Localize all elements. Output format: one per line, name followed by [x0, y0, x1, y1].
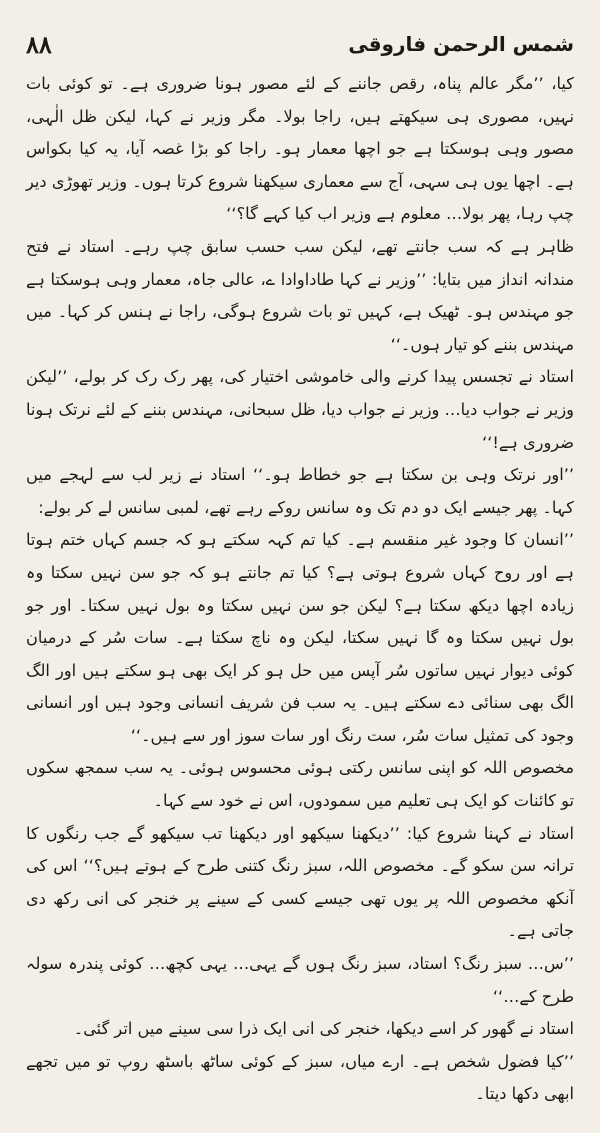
paragraph: استاد نے تجسس پیدا کرنے والی خاموشی اختیار کی، پھر رک رک کر بولے، ’’لیکن وزیر نے جواب دیا… وزیر نے جواب دیا، ظل سبحانی، مہندس بننے کے لئے نرتک ہونا ضروری ہے!‘‘	[26, 367, 574, 452]
paragraph: ’’انسان کا وجود غیر منقسم ہے۔ کیا تم کہہ سکتے ہو کہ جسم کہاں ختم ہوتا ہے اور روح کہاں شروع ہوتی ہے؟ کیا تم جانتے ہو کہ جو سن نہیں سکتا وہ زیادہ اچھا دیکھ سکتا ہے؟ لیکن جو سن نہیں سکتا وہ بول نہیں سکتا۔ اور جو بول نہیں سکتا وہ گا نہیں سکتا، لیکن وہ ناچ سکتا ہے۔ سات سُر کے درمیان کوئی دیوار نہیں ساتوں سُر آپس میں حل ہو کر ایک بھی ہو سکتے ہیں اور الگ الگ بھی سنائی دے سکتے ہیں۔ یہ سب فن شریف انسانی وجود ہیں اور انسانی وجود کی تمثیل سات سُر، ست رنگ اور سات سوز اور سے ہیں۔‘‘	[26, 530, 574, 745]
paragraph: استاد نے گھور کر اسے دیکھا، خنجر کی انی ایک ذرا سی سینے میں اتر گئی۔	[73, 1019, 574, 1039]
body-text	[26, 68, 574, 1111]
paragraph: استاد نے کہنا شروع کیا: ’’دیکھنا سیکھو اور دیکھنا تب سیکھو گے جب رنگوں کا ترانہ سن سکو گے۔ مخصوص اللہ، سبز رنگ کتنی طرح کے ہوتے ہیں؟‘‘ اس کی آنکھ مخصوص اللہ پر یوں تھی جیسے کسی کے سینے پر خنجر کی انی رکھ دی جاتی ہے۔	[26, 823, 574, 941]
paragraph: مخصوص اللہ کو اپنی سانس رکتی ہوئی محسوس ہوئی۔ یہ سب سمجھ سکوں تو کائنات کو ایک ہی تعلیم میں سمودوں، اس نے خود سے کہا۔	[26, 758, 574, 811]
paragraph: کیا، ’’مگر عالم پناہ، رقص جاننے کے لئے مصور ہونا ضروری ہے۔ تو کوئی بات نہیں، مصوری ہی سیکھتے ہیں، راجا بولا۔ مگر وزیر نے کہا، لیکن ظل الٰہی، مصور وہی ہوسکتا ہے جو اچھا معمار ہو۔ راجا کو بڑا غصہ آیا، یہ کیا بکواس ہے۔ اچھا یوں ہی سہی، آج سے معماری سیکھنا شروع کرتا ہوں۔ وزیر تھوڑی دیر چپ رہا، پھر بولا… معلوم ہے وزیر اب کیا کہے گا؟‘‘	[26, 74, 574, 224]
paragraph: ’’س… سبز رنگ؟ استاد، سبز رنگ ہوں گے یہی… یہی کچھ… کوئی پندرہ سولہ طرح کے…‘‘	[26, 954, 574, 1006]
page-header	[26, 20, 574, 68]
paragraph: ’’کیا فضول شخص ہے۔ ارے میاں، سبز کے کوئی ساٹھ باسٹھ روپ تو میں تجھے ابھی دکھا دیتا۔	[26, 1051, 574, 1104]
running-head-author: شمس الرحمن فاروقی	[348, 32, 574, 56]
paragraph: ظاہر ہے کہ سب جانتے تھے، لیکن سب حسب سابق چپ رہے۔ استاد نے فتح مندانہ انداز میں بتایا: ’’وزیر نے کہا طاداوادا ے، عالی جاہ، معمار وہی ہوسکتا ہے جو مہندس ہو۔ ٹھیک ہے، کہیں تو بات شروع ہوگی، راجا نے ہنس کر کہا۔ میں مہندس بننے کو تیار ہوں۔‘‘	[26, 236, 574, 354]
paragraph: ’’اور نرتک وہی بن سکتا ہے جو خطاط ہو۔‘‘ استاد نے زیر لب سے لہجے میں کہا۔ پھر جیسے ایک دو دم تک وہ سانس روکے رہے تھے، لمبی سانس لے کر بولے:	[26, 465, 574, 517]
page-number: ۸۸	[26, 29, 52, 59]
